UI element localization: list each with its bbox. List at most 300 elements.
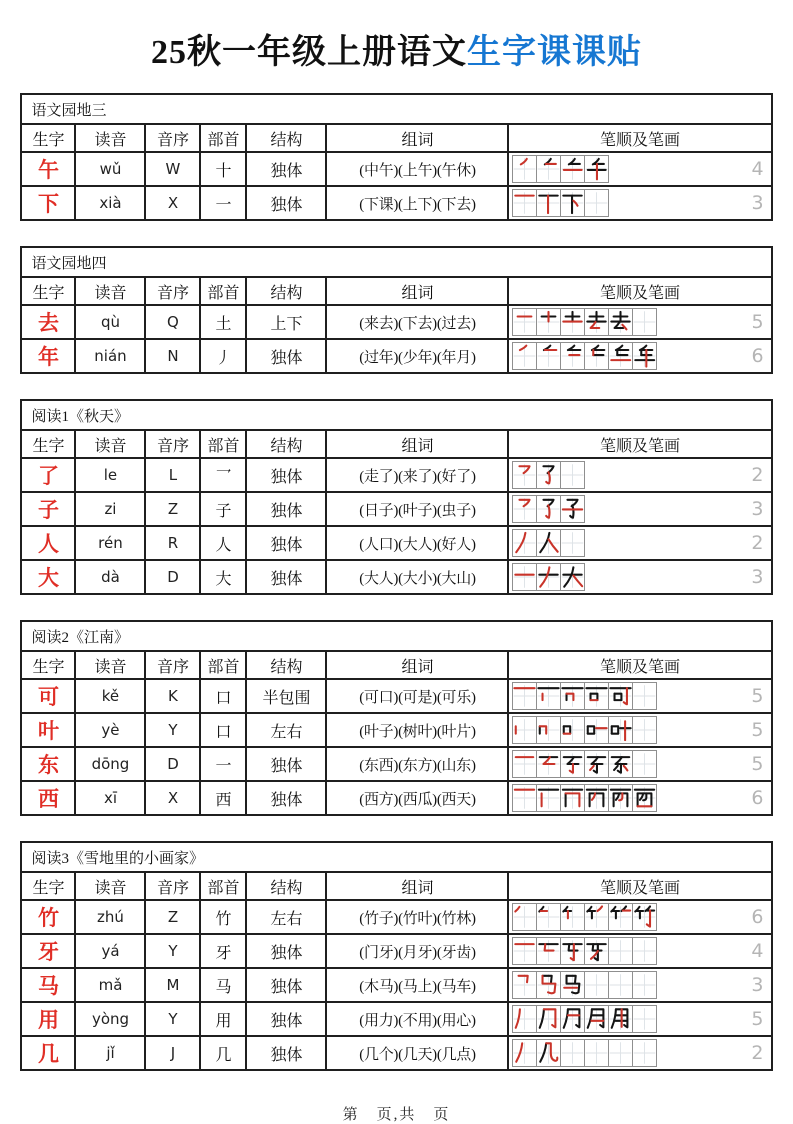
column-header: 笔顺及笔画	[508, 430, 771, 458]
pinyin-cell: rén	[75, 526, 145, 560]
character-row	[21, 560, 771, 594]
words-cell: (几个)(几天)(几点)	[326, 1036, 508, 1070]
stroke-order-cell	[508, 679, 771, 713]
stroke-order-boxes	[512, 189, 608, 217]
initial-cell: Y	[145, 713, 200, 747]
radical-cell: 牙	[200, 934, 246, 968]
initial-cell: Q	[145, 305, 200, 339]
character-row	[21, 747, 771, 781]
column-header: 笔顺及笔画	[508, 651, 771, 679]
stroke-order-wrap	[509, 189, 770, 217]
column-header: 部首	[200, 124, 246, 152]
words-cell: (日子)(叶子)(虫子)	[326, 492, 508, 526]
empty-grid-box	[584, 971, 609, 999]
stroke-order-wrap	[509, 1039, 770, 1067]
structure-cell: 独体	[246, 934, 326, 968]
stroke-step-box	[608, 682, 633, 710]
empty-grid-box	[632, 1005, 657, 1033]
stroke-count: 6	[751, 906, 764, 928]
stroke-step-box	[560, 971, 585, 999]
initial-cell: D	[145, 560, 200, 594]
structure-cell: 独体	[246, 560, 326, 594]
stroke-step-box	[512, 971, 537, 999]
stroke-step-box	[584, 750, 609, 778]
stroke-step-box	[560, 1005, 585, 1033]
words-cell: (竹子)(竹叶)(竹林)	[326, 900, 508, 934]
words-cell: (来去)(下去)(过去)	[326, 305, 508, 339]
char-cell: 大	[21, 560, 75, 594]
stroke-order-wrap	[509, 971, 770, 999]
column-header: 组词	[326, 872, 508, 900]
stroke-order-wrap	[509, 1005, 770, 1033]
stroke-step-box	[608, 903, 633, 931]
radical-cell: 竹	[200, 900, 246, 934]
stroke-step-box	[512, 308, 537, 336]
char-cell: 几	[21, 1036, 75, 1070]
stroke-order-cell	[508, 1036, 771, 1070]
stroke-step-box	[560, 784, 585, 812]
stroke-order-wrap	[509, 716, 770, 744]
stroke-order-wrap	[509, 461, 770, 489]
initial-cell: L	[145, 458, 200, 492]
column-header: 音序	[145, 651, 200, 679]
stroke-order-boxes	[512, 716, 656, 744]
char-cell: 西	[21, 781, 75, 815]
stroke-order-wrap	[509, 750, 770, 778]
char-cell: 去	[21, 305, 75, 339]
initial-cell: D	[145, 747, 200, 781]
stroke-order-boxes	[512, 461, 584, 489]
column-header: 生字	[21, 277, 75, 305]
column-header-row	[21, 277, 771, 305]
column-header: 部首	[200, 430, 246, 458]
stroke-step-box	[512, 903, 537, 931]
words-cell: (可口)(可是)(可乐)	[326, 679, 508, 713]
stroke-step-box	[536, 461, 561, 489]
pinyin-cell: yè	[75, 713, 145, 747]
column-header-row	[21, 124, 771, 152]
initial-cell: W	[145, 152, 200, 186]
radical-cell: 口	[200, 713, 246, 747]
empty-grid-box	[608, 937, 633, 965]
stroke-step-box	[584, 342, 609, 370]
stroke-step-box	[632, 784, 657, 812]
column-header: 生字	[21, 430, 75, 458]
character-row	[21, 1002, 771, 1036]
stroke-order-cell	[508, 747, 771, 781]
char-cell: 竹	[21, 900, 75, 934]
stroke-order-cell	[508, 186, 771, 220]
stroke-step-box	[536, 716, 561, 744]
stroke-step-box	[536, 308, 561, 336]
stroke-order-cell	[508, 934, 771, 968]
stroke-step-box	[584, 784, 609, 812]
stroke-order-wrap	[509, 495, 770, 523]
structure-cell: 独体	[246, 781, 326, 815]
stroke-count: 4	[751, 940, 764, 962]
char-cell: 人	[21, 526, 75, 560]
stroke-order-cell	[508, 458, 771, 492]
stroke-step-box	[536, 937, 561, 965]
stroke-step-box	[560, 189, 585, 217]
stroke-step-box	[512, 495, 537, 523]
words-cell: (下课)(上下)(下去)	[326, 186, 508, 220]
character-row	[21, 968, 771, 1002]
initial-cell: Y	[145, 1002, 200, 1036]
section-title: 语文园地四	[21, 247, 771, 277]
stroke-step-box	[560, 750, 585, 778]
character-row	[21, 934, 771, 968]
radical-cell: 丿	[200, 339, 246, 373]
empty-grid-box	[608, 1039, 633, 1067]
stroke-step-box	[608, 342, 633, 370]
char-cell: 年	[21, 339, 75, 373]
column-header: 笔顺及笔画	[508, 872, 771, 900]
character-row	[21, 492, 771, 526]
stroke-order-boxes	[512, 784, 656, 812]
column-header: 读音	[75, 872, 145, 900]
character-row	[21, 679, 771, 713]
initial-cell: Z	[145, 492, 200, 526]
stroke-count: 5	[751, 311, 764, 333]
stroke-order-cell	[508, 781, 771, 815]
empty-grid-box	[560, 461, 585, 489]
stroke-step-box	[632, 903, 657, 931]
radical-cell: 用	[200, 1002, 246, 1036]
stroke-step-box	[536, 682, 561, 710]
stroke-step-box	[512, 784, 537, 812]
stroke-order-cell	[508, 713, 771, 747]
column-header: 笔顺及笔画	[508, 277, 771, 305]
stroke-count: 3	[751, 498, 764, 520]
stroke-order-boxes	[512, 682, 656, 710]
stroke-step-box	[512, 1039, 537, 1067]
column-header-row	[21, 872, 771, 900]
stroke-step-box	[560, 342, 585, 370]
page-title-highlight: 生字课课贴	[467, 34, 642, 71]
character-row	[21, 1036, 771, 1070]
radical-cell: 口	[200, 679, 246, 713]
column-header: 生字	[21, 872, 75, 900]
stroke-order-wrap	[509, 529, 770, 557]
stroke-step-box	[536, 529, 561, 557]
character-row	[21, 152, 771, 186]
stroke-step-box	[560, 903, 585, 931]
radical-cell: 西	[200, 781, 246, 815]
pinyin-cell: dà	[75, 560, 145, 594]
worksheet-table	[20, 841, 772, 1071]
radical-cell: 几	[200, 1036, 246, 1070]
structure-cell: 独体	[246, 747, 326, 781]
stroke-order-wrap	[509, 903, 770, 931]
stroke-step-box	[512, 155, 537, 183]
structure-cell: 独体	[246, 1036, 326, 1070]
stroke-step-box	[584, 155, 609, 183]
stroke-order-boxes	[512, 342, 656, 370]
stroke-order-cell	[508, 968, 771, 1002]
empty-grid-box	[632, 308, 657, 336]
column-header: 读音	[75, 277, 145, 305]
words-cell: (叶子)(树叶)(叶片)	[326, 713, 508, 747]
words-cell: (门牙)(月牙)(牙齿)	[326, 934, 508, 968]
pinyin-cell: xià	[75, 186, 145, 220]
stroke-order-cell	[508, 152, 771, 186]
stroke-order-boxes	[512, 937, 656, 965]
pinyin-cell: yòng	[75, 1002, 145, 1036]
character-row	[21, 305, 771, 339]
initial-cell: X	[145, 781, 200, 815]
stroke-order-cell	[508, 339, 771, 373]
pinyin-cell: jǐ	[75, 1036, 145, 1070]
stroke-step-box	[560, 155, 585, 183]
worksheet-table	[20, 620, 772, 816]
column-header: 部首	[200, 277, 246, 305]
column-header: 部首	[200, 651, 246, 679]
stroke-step-box	[512, 682, 537, 710]
structure-cell: 左右	[246, 900, 326, 934]
empty-grid-box	[584, 1039, 609, 1067]
character-row	[21, 458, 771, 492]
stroke-step-box	[608, 784, 633, 812]
page-footer: 第 页,共 页	[342, 1107, 451, 1123]
stroke-order-boxes	[512, 903, 656, 931]
pinyin-cell: kě	[75, 679, 145, 713]
column-header: 结构	[246, 124, 326, 152]
column-header: 组词	[326, 124, 508, 152]
section-row	[21, 247, 771, 277]
stroke-count: 4	[751, 158, 764, 180]
column-header: 组词	[326, 651, 508, 679]
column-header: 音序	[145, 430, 200, 458]
stroke-step-box	[512, 189, 537, 217]
initial-cell: M	[145, 968, 200, 1002]
column-header: 结构	[246, 651, 326, 679]
char-cell: 牙	[21, 934, 75, 968]
character-row	[21, 339, 771, 373]
column-header-row	[21, 430, 771, 458]
section-row	[21, 621, 771, 651]
empty-grid-box	[608, 971, 633, 999]
stroke-step-box	[512, 750, 537, 778]
worksheet-table	[20, 399, 772, 595]
stroke-order-boxes	[512, 529, 584, 557]
initial-cell: N	[145, 339, 200, 373]
stroke-order-boxes	[512, 1039, 656, 1067]
char-cell: 午	[21, 152, 75, 186]
empty-grid-box	[560, 1039, 585, 1067]
stroke-count: 3	[751, 566, 764, 588]
column-header: 组词	[326, 277, 508, 305]
stroke-step-box	[608, 750, 633, 778]
stroke-step-box	[632, 342, 657, 370]
words-cell: (木马)(马上)(马车)	[326, 968, 508, 1002]
initial-cell: X	[145, 186, 200, 220]
empty-grid-box	[584, 189, 609, 217]
stroke-count: 2	[751, 1042, 764, 1064]
pinyin-cell: xī	[75, 781, 145, 815]
empty-grid-box	[632, 682, 657, 710]
structure-cell: 左右	[246, 713, 326, 747]
worksheet-table	[20, 246, 772, 374]
column-header: 读音	[75, 124, 145, 152]
char-cell: 东	[21, 747, 75, 781]
radical-cell: 一	[200, 186, 246, 220]
initial-cell: K	[145, 679, 200, 713]
stroke-count: 6	[751, 345, 764, 367]
column-header: 部首	[200, 872, 246, 900]
words-cell: (过年)(少年)(年月)	[326, 339, 508, 373]
empty-grid-box	[632, 750, 657, 778]
structure-cell: 独体	[246, 339, 326, 373]
stroke-order-boxes	[512, 1005, 656, 1033]
tables-container	[0, 93, 793, 1071]
structure-cell: 独体	[246, 1002, 326, 1036]
empty-grid-box	[632, 1039, 657, 1067]
pinyin-cell: zi	[75, 492, 145, 526]
character-row	[21, 713, 771, 747]
empty-grid-box	[560, 529, 585, 557]
stroke-order-boxes	[512, 750, 656, 778]
words-cell: (用力)(不用)(用心)	[326, 1002, 508, 1036]
stroke-step-box	[560, 937, 585, 965]
stroke-step-box	[608, 1005, 633, 1033]
stroke-count: 5	[751, 685, 764, 707]
stroke-step-box	[536, 563, 561, 591]
section-title: 语文园地三	[21, 94, 771, 124]
stroke-step-box	[536, 1005, 561, 1033]
stroke-step-box	[536, 784, 561, 812]
stroke-order-wrap	[509, 563, 770, 591]
words-cell: (中午)(上午)(午休)	[326, 152, 508, 186]
stroke-step-box	[536, 189, 561, 217]
column-header: 读音	[75, 430, 145, 458]
column-header: 结构	[246, 277, 326, 305]
stroke-step-box	[536, 1039, 561, 1067]
stroke-order-cell	[508, 560, 771, 594]
character-row	[21, 900, 771, 934]
radical-cell: 马	[200, 968, 246, 1002]
stroke-order-wrap	[509, 937, 770, 965]
stroke-step-box	[584, 903, 609, 931]
stroke-count: 5	[751, 753, 764, 775]
stroke-step-box	[512, 342, 537, 370]
structure-cell: 独体	[246, 186, 326, 220]
worksheet-table	[20, 93, 772, 221]
stroke-step-box	[536, 155, 561, 183]
section-title: 阅读3《雪地里的小画家》	[21, 842, 771, 872]
structure-cell: 独体	[246, 492, 326, 526]
column-header: 结构	[246, 872, 326, 900]
radical-cell: 乛	[200, 458, 246, 492]
structure-cell: 独体	[246, 526, 326, 560]
structure-cell: 上下	[246, 305, 326, 339]
stroke-count: 6	[751, 787, 764, 809]
character-row	[21, 781, 771, 815]
structure-cell: 独体	[246, 458, 326, 492]
stroke-step-box	[584, 716, 609, 744]
stroke-count: 2	[751, 532, 764, 554]
char-cell: 叶	[21, 713, 75, 747]
pinyin-cell: mǎ	[75, 968, 145, 1002]
section-title: 阅读2《江南》	[21, 621, 771, 651]
stroke-order-boxes	[512, 155, 608, 183]
radical-cell: 人	[200, 526, 246, 560]
empty-grid-box	[632, 937, 657, 965]
stroke-order-wrap	[509, 682, 770, 710]
radical-cell: 土	[200, 305, 246, 339]
section-row	[21, 94, 771, 124]
radical-cell: 大	[200, 560, 246, 594]
stroke-step-box	[560, 563, 585, 591]
stroke-order-cell	[508, 1002, 771, 1036]
stroke-order-boxes	[512, 495, 584, 523]
initial-cell: Z	[145, 900, 200, 934]
stroke-step-box	[536, 495, 561, 523]
empty-grid-box	[632, 971, 657, 999]
structure-cell: 独体	[246, 152, 326, 186]
stroke-step-box	[512, 937, 537, 965]
stroke-order-wrap	[509, 308, 770, 336]
stroke-order-boxes	[512, 308, 656, 336]
page-title	[0, 24, 793, 73]
pinyin-cell: le	[75, 458, 145, 492]
stroke-step-box	[560, 716, 585, 744]
structure-cell: 半包围	[246, 679, 326, 713]
stroke-count: 3	[751, 974, 764, 996]
column-header: 音序	[145, 124, 200, 152]
stroke-step-box	[584, 682, 609, 710]
stroke-count: 5	[751, 1008, 764, 1030]
words-cell: (大人)(大小)(大山)	[326, 560, 508, 594]
stroke-step-box	[512, 461, 537, 489]
radical-cell: 一	[200, 747, 246, 781]
initial-cell: Y	[145, 934, 200, 968]
char-cell: 子	[21, 492, 75, 526]
stroke-step-box	[560, 308, 585, 336]
stroke-step-box	[536, 971, 561, 999]
char-cell: 下	[21, 186, 75, 220]
pinyin-cell: nián	[75, 339, 145, 373]
page-title-black: 25秋一年级上册语文	[151, 34, 467, 71]
words-cell: (人口)(大人)(好人)	[326, 526, 508, 560]
words-cell: (走了)(来了)(好了)	[326, 458, 508, 492]
words-cell: (东西)(东方)(山东)	[326, 747, 508, 781]
stroke-order-cell	[508, 305, 771, 339]
radical-cell: 子	[200, 492, 246, 526]
stroke-step-box	[512, 529, 537, 557]
stroke-step-box	[584, 308, 609, 336]
stroke-step-box	[536, 903, 561, 931]
column-header-row	[21, 651, 771, 679]
column-header: 笔顺及笔画	[508, 124, 771, 152]
stroke-order-cell	[508, 492, 771, 526]
words-cell: (西方)(西瓜)(西天)	[326, 781, 508, 815]
stroke-step-box	[512, 563, 537, 591]
initial-cell: R	[145, 526, 200, 560]
stroke-order-cell	[508, 526, 771, 560]
stroke-order-wrap	[509, 155, 770, 183]
stroke-step-box	[560, 682, 585, 710]
initial-cell: J	[145, 1036, 200, 1070]
column-header: 结构	[246, 430, 326, 458]
stroke-step-box	[584, 1005, 609, 1033]
structure-cell: 独体	[246, 968, 326, 1002]
char-cell: 了	[21, 458, 75, 492]
stroke-count: 2	[751, 464, 764, 486]
pinyin-cell: wǔ	[75, 152, 145, 186]
stroke-step-box	[584, 937, 609, 965]
stroke-step-box	[536, 750, 561, 778]
